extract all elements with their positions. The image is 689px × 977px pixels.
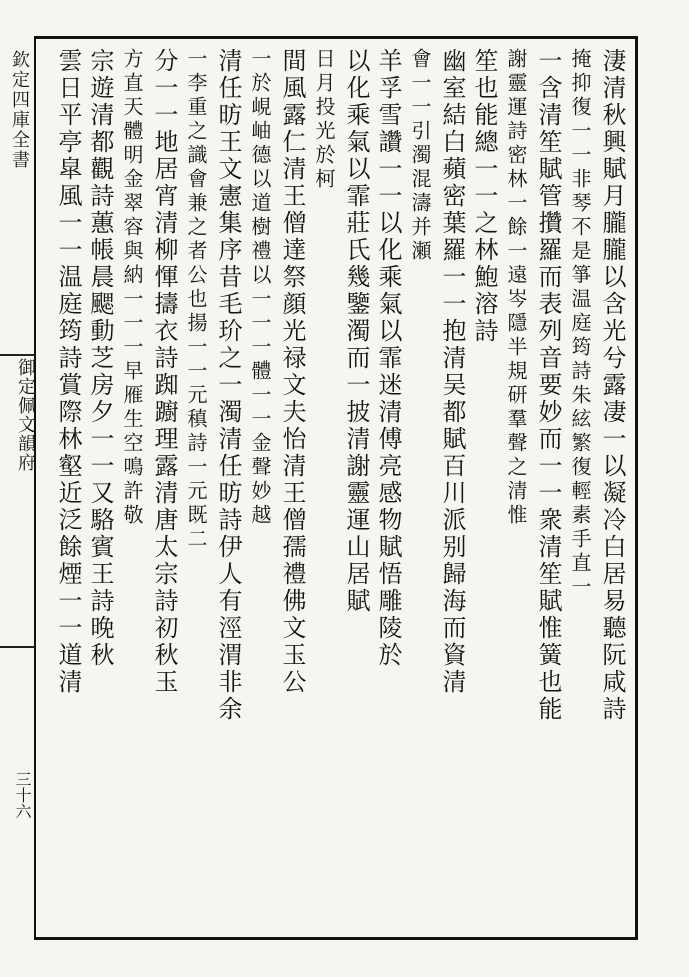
- text-column-1: 淒清秋興賦月朧朧以含光兮露凄一以凝冷白居易聽阮咸詩: [598, 48, 626, 723]
- text-column-8: 羊孚雪讚一一以化乘氣以霏迷清傅亮感物賦悟雕陵於: [374, 48, 402, 669]
- page-number: 三十六: [13, 771, 32, 819]
- text-column-18: 雲日平亭皐風一一温庭筠詩賞際林壑近泛餘煙一一道清: [54, 48, 82, 696]
- text-column-6: 幽室結白蘋密葉羅一一抱清吴都賦百川派别歸海而資清: [438, 48, 466, 696]
- text-column-5: 笙也能總一一之林鮑溶詩: [470, 48, 498, 345]
- text-column-3: 一含清笙賦管攢羅而表列音要妙而一一衆清笙賦惟簧也能: [534, 48, 562, 723]
- text-column-13: 清任昉王文憲集序昔毛玠之一濁清任昉詩伊人有涇渭非余: [214, 48, 242, 723]
- text-column-12: 一於峴岫德以道樹禮以一一一體一一金聲妙越: [248, 48, 272, 528]
- text-column-7: 會一一引濁混濤并瀬: [408, 48, 432, 264]
- text-column-2: 掩抑復一一非琴不是箏温庭筠詩朱絃繁復輕素手直一: [568, 48, 592, 600]
- text-columns: [38, 42, 634, 932]
- text-column-14: 一李重之識會兼之者公也揚一一元稹詩一元既二: [184, 48, 208, 552]
- text-column-17: 宗遊清都觀詩蕙帳晨颸動芝房夕一一又駱賓王詩晚秋: [86, 48, 114, 669]
- text-column-4: 謝靈運詩密林一餘一遠岑隱半規研羣聲之清惟: [504, 48, 528, 528]
- text-column-15: 分一一地居宵清柳惲擣衣詩踟躕理露清唐太宗詩初秋玉: [150, 48, 178, 696]
- text-column-10: 日月投光於柯: [312, 48, 336, 192]
- book-title: 御定佩文韻府: [15, 358, 36, 472]
- text-column-9: 以化乘氣以霏莊氏幾鑒濁而一披清謝靈運山居賦: [342, 48, 370, 615]
- text-column-16: 方直天體明金翠容與納一一一早雁生空鳴許敬: [120, 48, 144, 528]
- text-column-11: 間風露仁清王僧達祭顔光禄文夫怡清王僧孺禮佛文玉公: [278, 48, 306, 696]
- left-margin: [0, 36, 38, 940]
- margin-header-fragment: 欽定四庫全書: [9, 50, 30, 170]
